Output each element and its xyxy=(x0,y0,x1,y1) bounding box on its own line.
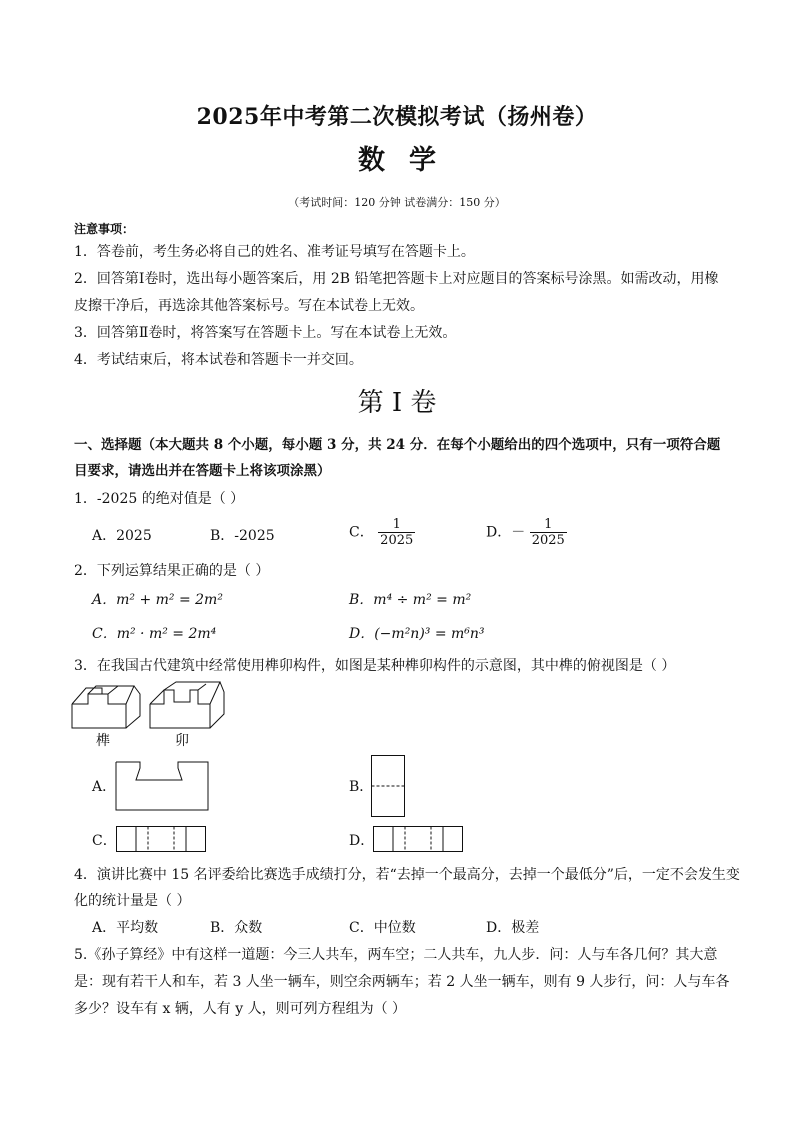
q2-option-c: C．m² · m² = 2m⁴ xyxy=(92,626,217,642)
q2-option-d: D．(−m²n)³ = m⁶n³ xyxy=(349,626,485,642)
section-instruction: 一、选择题（本大题共 8 个小题，每小题 3 分，共 24 分．在每个小题给出的四个选项中，只有一项符合题 xyxy=(74,437,721,453)
question-5-stem-cont: 多少？设车有 x 辆，人有 y 人，则可列方程组为（ ） xyxy=(74,1001,407,1017)
note-item: 2．回答第Ⅰ卷时，选出每小题答案后，用 2B 铅笔把答题卡上对应题目的答案标号涂黑。如需改动，用橡 xyxy=(74,271,719,287)
note-item: 皮擦干净后，再选涂其他答案标号。写在本试卷上无效。 xyxy=(74,298,424,314)
q3-option-a: A． xyxy=(92,779,117,795)
note-item: 4．考试结束后，将本试卷和答题卡一并交回。 xyxy=(74,352,363,368)
fraction xyxy=(378,517,415,548)
exam-title: 2025年中考第二次模拟考试（扬州卷） xyxy=(196,104,598,130)
question-5-stem: 5.《孙子算经》中有这样一道题：今三人共车，两车空；二人共车，九人步．问：人与车各几何？其大意 xyxy=(74,947,718,963)
q3-option-b: B． xyxy=(349,779,374,795)
question-1-stem: 1．-2025 的绝对值是（ ） xyxy=(74,491,245,507)
question-3-stem: 3．在我国古代建筑中经常使用榫卯构件，如图是某种榫卯构件的示意图，其中榫的俯视图是（ ） xyxy=(74,658,676,674)
note-item: 3．回答第Ⅱ卷时，将答案写在答题卡上。写在本试卷上无效。 xyxy=(74,325,457,341)
q3-option-c: C． xyxy=(92,833,117,849)
notes-heading: 注意事项： xyxy=(74,222,135,236)
q1-option-d xyxy=(486,517,567,548)
q3-option-b-figure xyxy=(371,755,405,817)
fraction-numerator: 1 xyxy=(378,517,415,533)
fraction xyxy=(530,517,567,548)
q1-option-c-label: C． xyxy=(349,524,374,541)
question-4-stem-cont: 化的统计量是（ ） xyxy=(74,893,191,909)
q1-option-b: B．-2025 xyxy=(210,528,275,544)
q3-option-d: D． xyxy=(349,833,375,849)
q1-option-d-label: D．－ xyxy=(486,524,526,541)
label-tenon: 榫 xyxy=(96,733,110,749)
fraction-denominator: 2025 xyxy=(380,533,414,548)
q3-option-d-figure xyxy=(373,826,463,852)
q4-option-c: C．中位数 xyxy=(349,920,416,936)
q4-option-a: A．平均数 xyxy=(92,920,159,936)
q2-option-a: A．m² + m² = 2m² xyxy=(92,592,223,608)
q1-option-a: A．2025 xyxy=(92,528,152,544)
fraction-denominator: 2025 xyxy=(531,533,565,548)
q3-option-c-figure xyxy=(116,826,206,852)
question-2-stem: 2．下列运算结果正确的是（ ） xyxy=(74,563,270,579)
volume-title: 第 I 卷 xyxy=(357,388,437,418)
question-5-stem-cont: 是：现有若干人和车，若 3 人坐一辆车，则空余两辆车；若 2 人坐一辆车，则有 9 人步行，问：人与车各 xyxy=(74,974,730,990)
section-instruction: 目要求，请选出并在答题卡上将该项涂黑） xyxy=(74,463,331,479)
time-info: （考试时间：120 分钟 试卷满分：150 分） xyxy=(288,196,506,209)
q3-option-a-figure xyxy=(116,762,208,810)
q4-option-b: B．众数 xyxy=(210,920,263,936)
q2-option-b: B．m⁴ ÷ m² = m² xyxy=(349,592,472,608)
q1-option-c xyxy=(349,517,415,548)
q4-option-d: D．极差 xyxy=(486,920,540,936)
fraction-numerator: 1 xyxy=(530,517,567,533)
subject-title: 数学 xyxy=(358,145,460,176)
label-mortise: 卯 xyxy=(175,733,189,749)
question-4-stem: 4．演讲比赛中 15 名评委给比赛选手成绩打分，若“去掉一个最高分，去掉一个最低分”后，一定不会发生变 xyxy=(74,867,740,883)
note-item: 1．答卷前，考生务必将自己的姓名、准考证号填写在答题卡上。 xyxy=(74,244,475,260)
mortise-tenon-figure xyxy=(70,682,240,732)
